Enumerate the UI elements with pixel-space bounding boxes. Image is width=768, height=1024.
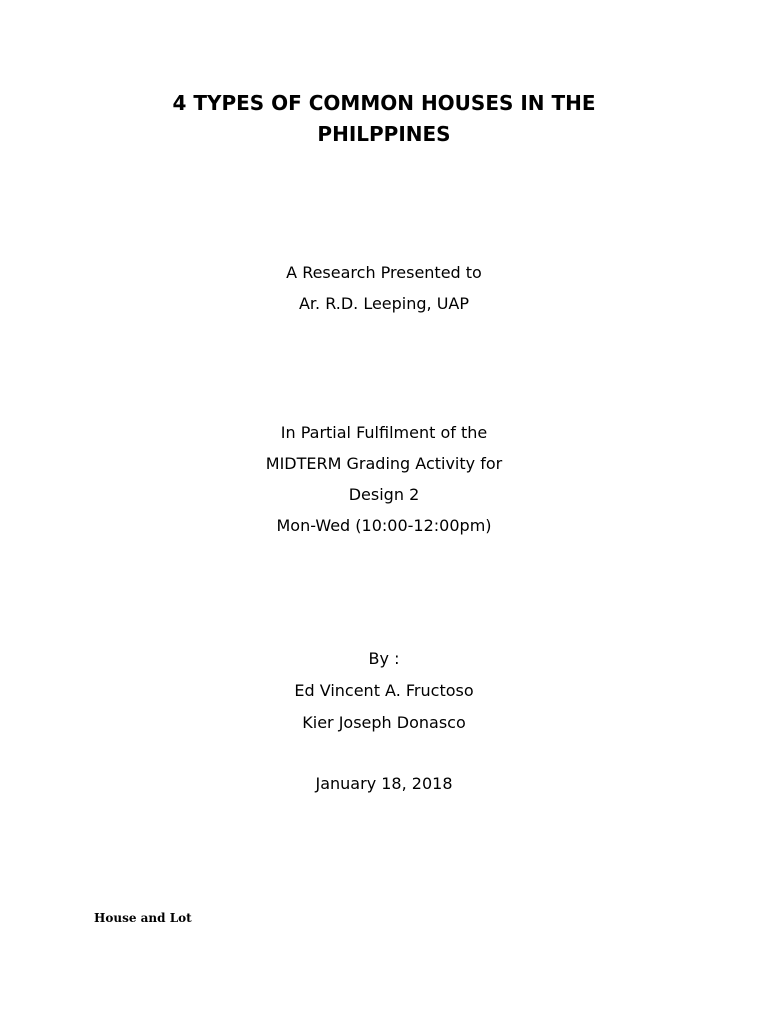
title-line-1: 4 TYPES OF COMMON HOUSES IN THE <box>172 91 596 115</box>
course-name: Design 2 <box>348 485 420 504</box>
presented-to-block <box>0 257 768 319</box>
author-name: Kier Joseph Donasco <box>302 713 466 732</box>
class-schedule: Mon-Wed (10:00-12:00pm) <box>276 516 492 535</box>
section-heading: House and Lot <box>94 911 192 925</box>
document-title <box>0 88 768 150</box>
document-date <box>0 772 768 796</box>
presented-recipient: Ar. R.D. Leeping, UAP <box>298 294 470 313</box>
date-text: January 18, 2018 <box>315 774 453 793</box>
presented-line: A Research Presented to <box>286 263 482 282</box>
fulfilment-line-1: In Partial Fulfilment of the <box>280 423 488 442</box>
author-name: Ed Vincent A. Fructoso <box>294 681 474 700</box>
fulfilment-line-2: MIDTERM Grading Activity for <box>265 454 503 473</box>
title-line-2: PHILPPINES <box>317 122 451 146</box>
authors-block <box>0 643 768 739</box>
fulfilment-block <box>0 417 768 541</box>
by-label: By : <box>368 649 400 668</box>
